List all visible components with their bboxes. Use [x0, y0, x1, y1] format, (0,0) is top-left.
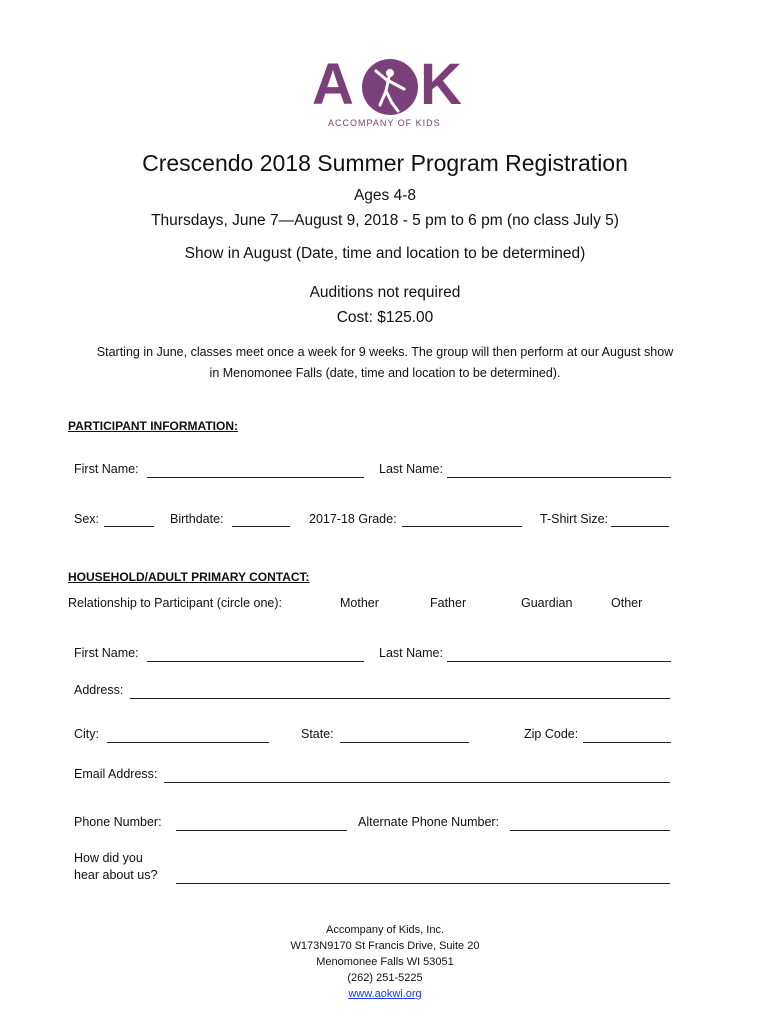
participant-first-name-field[interactable]: [147, 477, 364, 478]
page-title: Crescendo 2018 Summer Program Registration: [142, 150, 628, 176]
alt-phone-label: Alternate Phone Number:: [358, 815, 500, 829]
grade-field[interactable]: [402, 526, 522, 527]
city-field[interactable]: [107, 742, 269, 743]
logo-letter-k: K: [420, 52, 462, 117]
grade-label: 2017-18 Grade:: [309, 512, 397, 526]
logo-letter-a: A: [312, 52, 354, 117]
alt-phone-field[interactable]: [510, 830, 670, 831]
birthdate-field[interactable]: [232, 526, 290, 527]
ages: Ages 4-8: [353, 187, 417, 204]
cost: Cost: $125.00: [336, 309, 434, 326]
contact-last-name-field[interactable]: [447, 661, 671, 662]
address-label: Address:: [74, 683, 124, 697]
hear-about-field[interactable]: [176, 883, 670, 884]
hear-about-label-line-2: hear about us?: [74, 868, 158, 882]
zip-label: Zip Code:: [524, 727, 579, 741]
relationship-option-other[interactable]: Other: [611, 596, 643, 610]
participant-last-name-field[interactable]: [447, 477, 671, 478]
hear-about-label-line-1: How did you: [74, 851, 143, 865]
description-line-1: Starting in June, classes meet once a week for 9 weeks. The group will then perform at our August show: [96, 345, 674, 359]
zip-field[interactable]: [583, 742, 671, 743]
sex-label: Sex:: [74, 512, 100, 526]
phone-label: Phone Number:: [74, 815, 162, 829]
email-field[interactable]: [164, 782, 670, 783]
auditions: Auditions not required: [309, 284, 461, 301]
email-label: Email Address:: [74, 767, 158, 781]
show-info: Show in August (Date, time and location to be determined): [184, 245, 586, 262]
dancer-icon: [362, 59, 418, 115]
relationship-option-father[interactable]: Father: [430, 596, 467, 610]
footer-city: Menomonee Falls WI 53051: [316, 956, 454, 968]
state-field[interactable]: [340, 742, 469, 743]
state-label: State:: [301, 727, 334, 741]
participant-first-name-label: First Name:: [74, 462, 139, 476]
sex-field[interactable]: [104, 526, 154, 527]
footer-org: Accompany of Kids, Inc.: [326, 924, 444, 936]
relationship-label: Relationship to Participant (circle one):: [68, 596, 282, 610]
city-label: City:: [74, 727, 99, 741]
contact-first-name-field[interactable]: [147, 661, 364, 662]
contact-last-name-label: Last Name:: [379, 646, 443, 660]
footer-street: W173N9170 St Francis Drive, Suite 20: [290, 940, 480, 952]
relationship-option-mother[interactable]: Mother: [340, 596, 379, 610]
birthdate-label: Birthdate:: [170, 512, 224, 526]
address-field[interactable]: [130, 698, 670, 699]
description-line-2: in Menomonee Falls (date, time and location to be determined).: [209, 366, 561, 380]
footer-phone: (262) 251-5225: [347, 972, 423, 984]
tshirt-field[interactable]: [611, 526, 669, 527]
footer-website-link[interactable]: www.aokwi.org: [348, 988, 422, 1000]
relationship-option-guardian[interactable]: Guardian: [521, 596, 573, 610]
tshirt-label: T-Shirt Size:: [540, 512, 609, 526]
contact-first-name-label: First Name:: [74, 646, 139, 660]
participant-last-name-label: Last Name:: [379, 462, 443, 476]
household-heading: HOUSEHOLD/ADULT PRIMARY CONTACT:: [68, 570, 310, 584]
logo-tagline: ACCOMPANY OF KIDS: [328, 118, 441, 128]
schedule: Thursdays, June 7—August 9, 2018 - 5 pm to 6 pm (no class July 5): [151, 212, 619, 229]
participant-heading: PARTICIPANT INFORMATION:: [68, 419, 238, 433]
aok-logo: [308, 52, 468, 132]
phone-field[interactable]: [176, 830, 347, 831]
